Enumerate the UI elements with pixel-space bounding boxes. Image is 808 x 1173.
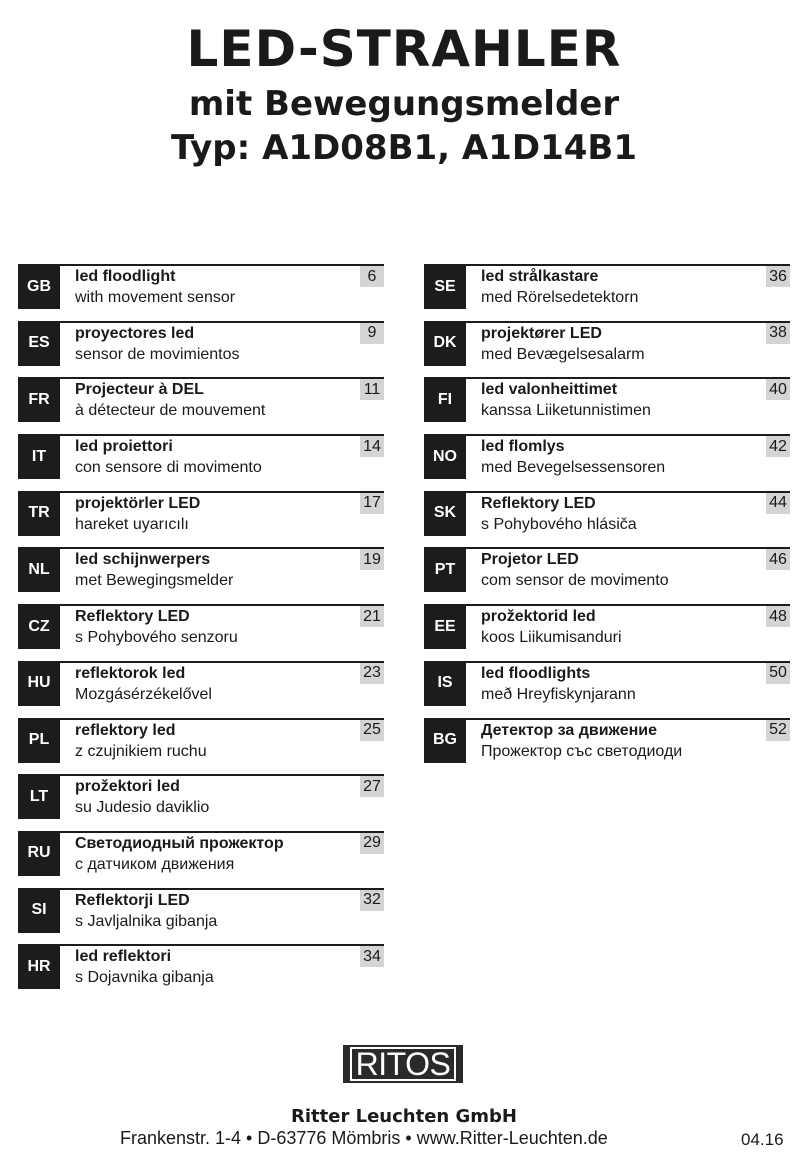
toc-entry-si xyxy=(18,888,384,933)
toc-entry-pt xyxy=(424,547,790,592)
toc-entry-se xyxy=(424,264,790,309)
language-code-badge: NO xyxy=(424,434,466,479)
entry-divider xyxy=(60,491,384,493)
toc-entry-fr xyxy=(18,377,384,422)
entry-title: Детектор за движение xyxy=(481,721,657,739)
toc-entry-cz xyxy=(18,604,384,649)
company-name: Ritter Leuchten GmbH xyxy=(291,1106,517,1127)
page-number: 38 xyxy=(766,323,790,344)
toc-entry-nl xyxy=(18,547,384,592)
entry-divider xyxy=(466,434,790,436)
entry-subtitle: s Pohybového senzoru xyxy=(75,629,238,647)
entry-title: led floodlight xyxy=(75,268,176,285)
language-code-badge: NL xyxy=(18,547,60,592)
language-code-badge: ES xyxy=(18,321,60,366)
entry-subtitle: med Bevægelsesalarm xyxy=(481,345,645,363)
page-number: 32 xyxy=(360,890,384,911)
entry-divider xyxy=(466,491,790,493)
entry-subtitle: með Hreyfiskynjarann xyxy=(481,685,636,703)
language-code-badge: CZ xyxy=(18,604,60,649)
toc-entry-sk xyxy=(424,491,790,536)
entry-divider xyxy=(60,604,384,606)
entry-title: led floodlights xyxy=(481,664,591,682)
print-date: 04.16 xyxy=(741,1130,784,1149)
toc-entry-is xyxy=(424,661,790,706)
entry-divider xyxy=(60,264,384,266)
toc-entry-fi xyxy=(424,377,790,422)
language-code-badge: EE xyxy=(424,604,466,649)
toc-entry-es xyxy=(18,321,384,366)
entry-subtitle: med Bevegelsessensoren xyxy=(481,459,666,477)
page-number: 50 xyxy=(766,663,790,684)
entry-title: Reflektory LED xyxy=(481,494,596,512)
entry-title: Projecteur à DEL xyxy=(75,381,204,399)
page-number: 23 xyxy=(360,663,384,684)
page-number: 48 xyxy=(766,606,790,627)
language-code-badge: TR xyxy=(18,491,60,536)
page-number: 9 xyxy=(360,323,384,344)
page-number: 19 xyxy=(360,549,384,570)
page-number: 34 xyxy=(360,946,384,967)
entry-title: proyectores led xyxy=(75,324,195,342)
entry-subtitle: à détecteur de mouvement xyxy=(75,402,266,420)
language-code-badge: BG xyxy=(424,718,466,763)
page-number: 29 xyxy=(360,833,384,854)
page-number: 36 xyxy=(766,266,790,287)
toc-entry-hr xyxy=(18,944,384,989)
entry-subtitle: com sensor de movimento xyxy=(481,572,669,590)
page-number: 11 xyxy=(360,379,384,400)
page-number: 44 xyxy=(766,493,790,514)
language-code-badge: PT xyxy=(424,547,466,592)
entry-title: Reflektorji LED xyxy=(75,891,190,909)
entry-divider xyxy=(466,377,790,379)
entry-subtitle: met Bewegingsmelder xyxy=(75,572,234,590)
toc-entry-ee xyxy=(424,604,790,649)
toc-right-column xyxy=(424,264,790,774)
toc-left-column xyxy=(18,264,384,1001)
entry-subtitle: hareket uyarıcılı xyxy=(75,515,189,533)
entry-divider xyxy=(60,718,384,720)
toc-entry-lt xyxy=(18,774,384,819)
entry-subtitle: s Javljalnika gibanja xyxy=(75,912,218,930)
ritos-logo xyxy=(343,1045,463,1083)
entry-title: led proiettori xyxy=(75,438,173,456)
entry-title: reflektorok led xyxy=(75,664,186,682)
model-type-line: Typ: A1D08B1, A1D14B1 xyxy=(170,128,637,168)
page-number: 14 xyxy=(360,436,384,457)
entry-subtitle: med Rörelsedetektorn xyxy=(481,289,639,306)
entry-divider xyxy=(60,547,384,549)
language-code-badge: SK xyxy=(424,491,466,536)
entry-divider xyxy=(466,547,790,549)
language-code-badge: FR xyxy=(18,377,60,422)
toc-entry-no xyxy=(424,434,790,479)
language-code-badge: LT xyxy=(18,774,60,819)
language-code-badge: DK xyxy=(424,321,466,366)
entry-subtitle: koos Liikumisanduri xyxy=(481,629,622,647)
entry-subtitle: with movement sensor xyxy=(75,289,236,306)
entry-title: led flomlys xyxy=(481,438,565,456)
language-code-badge: IT xyxy=(18,434,60,479)
entry-divider xyxy=(60,831,384,833)
entry-divider xyxy=(60,774,384,776)
toc-entry-pl xyxy=(18,718,384,763)
entry-title: projektörler LED xyxy=(75,494,201,512)
page-number: 27 xyxy=(360,776,384,797)
document-subtitle: mit Bewegungsmelder xyxy=(188,84,620,124)
entry-title: Светодиодный прожектор xyxy=(75,834,284,852)
entry-divider xyxy=(60,944,384,946)
page-number: 25 xyxy=(360,720,384,741)
language-code-badge: FI xyxy=(424,377,466,422)
language-code-badge: HR xyxy=(18,944,60,989)
entry-title: led valonheittimet xyxy=(481,381,618,399)
toc-entry-tr xyxy=(18,491,384,536)
language-code-badge: HU xyxy=(18,661,60,706)
page-number: 42 xyxy=(766,436,790,457)
language-code-badge: RU xyxy=(18,831,60,876)
company-address: Frankenstr. 1-4 • D-63776 Mömbris • www.Ritter-Leuchten.de xyxy=(120,1128,608,1148)
entry-subtitle: kanssa Liiketunnistimen xyxy=(481,402,651,420)
page-number: 6 xyxy=(360,266,384,287)
page-number: 17 xyxy=(360,493,384,514)
entry-divider xyxy=(466,321,790,323)
page-number: 46 xyxy=(766,549,790,570)
entry-divider xyxy=(466,718,790,720)
entry-subtitle: con sensore di movimento xyxy=(75,459,262,477)
document-title: LED-STRAHLER xyxy=(186,20,622,78)
entry-divider xyxy=(60,377,384,379)
page-number: 21 xyxy=(360,606,384,627)
entry-divider xyxy=(60,321,384,323)
language-code-badge: SI xyxy=(18,888,60,933)
logo-text: RITOS xyxy=(350,1047,457,1081)
page-number: 40 xyxy=(766,379,790,400)
entry-title: led strålkastare xyxy=(481,268,599,285)
entry-subtitle: Mozgásérzékelővel xyxy=(75,685,212,703)
toc-entry-hu xyxy=(18,661,384,706)
entry-subtitle: sensor de movimientos xyxy=(75,345,240,363)
entry-subtitle: Прожектор със светодиоди xyxy=(481,742,683,760)
toc-entry-it xyxy=(18,434,384,479)
entry-title: projektører LED xyxy=(481,324,602,342)
entry-subtitle: s Pohybového hlásiča xyxy=(481,515,637,533)
toc-entry-bg xyxy=(424,718,790,763)
entry-title: Projetor LED xyxy=(481,551,579,569)
entry-divider xyxy=(60,888,384,890)
entry-subtitle: su Judesio daviklio xyxy=(75,799,210,817)
entry-divider xyxy=(466,604,790,606)
entry-divider xyxy=(60,661,384,663)
language-code-badge: SE xyxy=(424,264,466,309)
entry-title: Reflektory LED xyxy=(75,608,190,626)
language-code-badge: GB xyxy=(18,264,60,309)
entry-divider xyxy=(466,264,790,266)
language-code-badge: IS xyxy=(424,661,466,706)
entry-divider xyxy=(466,661,790,663)
entry-title: reflektory led xyxy=(75,721,176,739)
entry-subtitle: s Dojavnika gibanja xyxy=(75,969,214,987)
toc-entry-gb xyxy=(18,264,384,309)
entry-title: prožektorid led xyxy=(481,608,596,626)
entry-title: led reflektori xyxy=(75,948,172,966)
toc-entry-dk xyxy=(424,321,790,366)
entry-title: prožektori led xyxy=(75,778,180,796)
toc-entry-ru xyxy=(18,831,384,876)
entry-subtitle: z czujnikiem ruchu xyxy=(75,742,207,760)
entry-title: led schijnwerpers xyxy=(75,551,211,569)
entry-divider xyxy=(60,434,384,436)
page-number: 52 xyxy=(766,720,790,741)
entry-subtitle: с датчиком движения xyxy=(75,855,235,873)
language-code-badge: PL xyxy=(18,718,60,763)
